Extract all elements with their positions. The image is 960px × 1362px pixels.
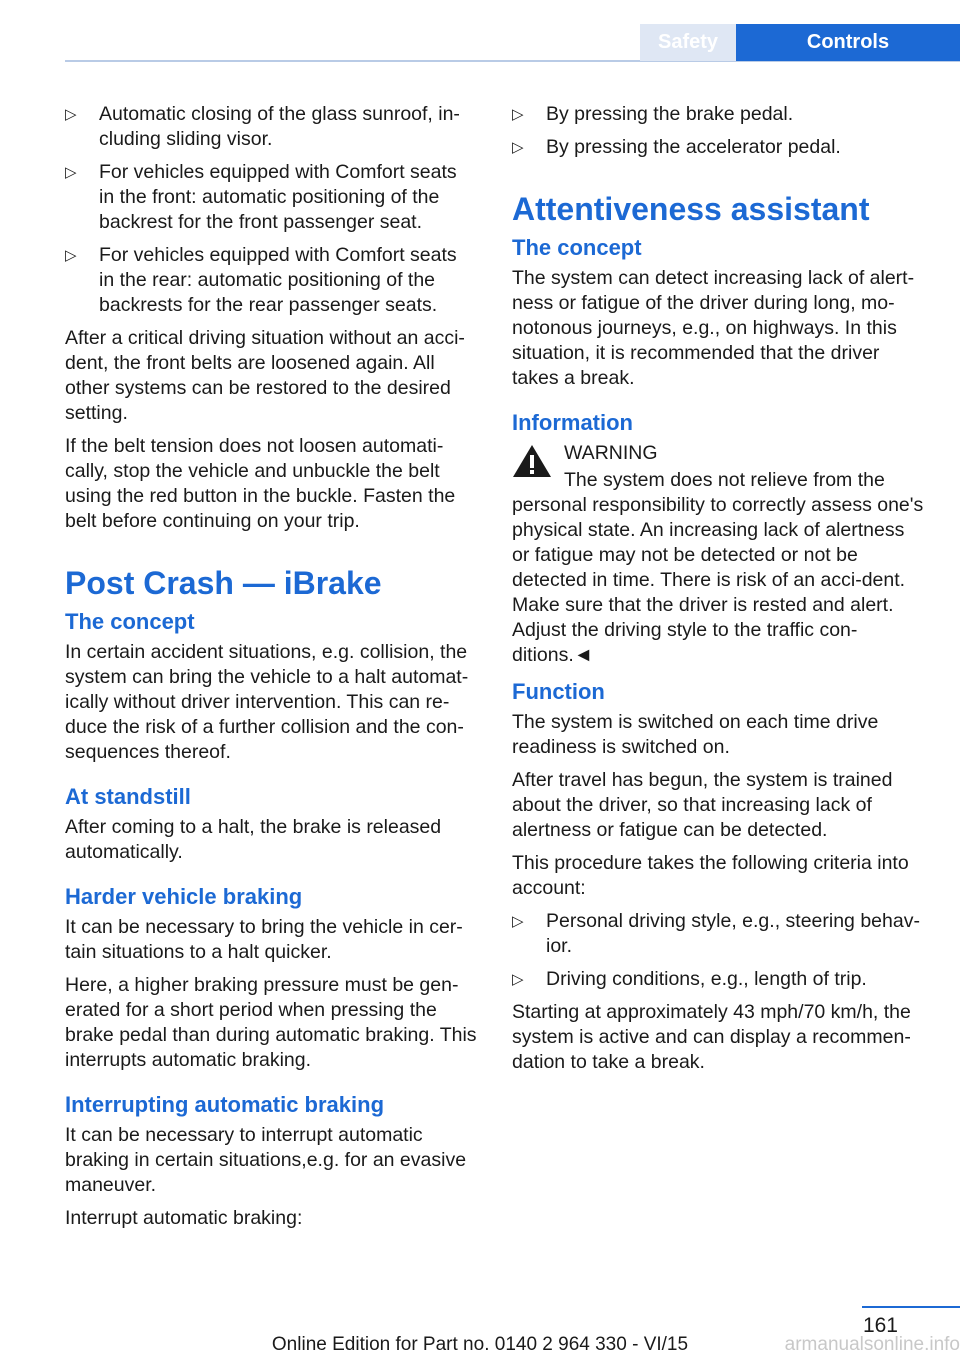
paragraph: It can be necessary to interrupt automatic braking in certain situations,e.g. for an evasive maneuver.	[65, 1124, 467, 1196]
subheading: Interrupting automatic braking	[65, 1092, 385, 1117]
paragraph: After travel has begun, the system is trained about the driver, so that increasing lack of alertness or fatigue can be detected.	[512, 769, 893, 841]
section-title: Attentiveness assistant	[512, 191, 870, 227]
triangle-bullet-icon: ▷	[512, 106, 524, 123]
warning-text: The system does not relieve from the personal responsibility to correctly assess one's physical state. An increasing lack of alertness or fatigue may not be detected or not be detected in time. There is risk of an acci-dent. Make sure that the driver is rested and alert. Adjust the driving style to the traffic con-ditions.◄	[512, 469, 924, 666]
paragraph: After a critical driving situation without an acci-dent, the front belts are loosened again. All other systems can be restored to the desired setting.	[65, 327, 465, 424]
list-item: ▷ For vehicles equipped with Comfort seats in the front: automatic positioning of the backrest for the front passenger seat.	[65, 161, 457, 233]
warning-box	[512, 441, 924, 668]
paragraph: This procedure takes the following criteria into account:	[512, 852, 909, 899]
left-column	[65, 102, 477, 1239]
triangle-bullet-icon: ▷	[65, 164, 77, 181]
section-title: Post Crash — iBrake	[65, 565, 382, 601]
list-item: ▷ For vehicles equipped with Comfort seats in the rear: automatic positioning of the backrests for the rear passenger seats.	[65, 244, 457, 316]
page-number: 161	[862, 1314, 898, 1337]
subheading: Harder vehicle braking	[65, 884, 303, 909]
list-item: ▷ Personal driving style, e.g., steering behav-ior.	[512, 910, 920, 957]
tab-safety[interactable]: Safety	[640, 24, 736, 61]
tab-controls[interactable]: Controls	[736, 24, 960, 61]
warning-triangle-icon	[512, 443, 552, 479]
paragraph: After coming to a halt, the brake is released automatically.	[65, 816, 442, 863]
paragraph: Starting at approximately 43 mph/70 km/h, the system is active and can display a recommen-dation to take a break.	[512, 1001, 911, 1073]
subheading: Function	[512, 679, 605, 704]
subheading: At standstill	[65, 784, 191, 809]
triangle-bullet-icon: ▷	[512, 971, 524, 988]
paragraph: Here, a higher braking pressure must be gen-erated for a short period when pressing the brake pedal than during automatic braking. This interrupts automatic braking.	[65, 974, 477, 1071]
subheading: The concept	[65, 609, 195, 634]
footer-rule	[862, 1306, 960, 1308]
edition-footer: Online Edition for Part no. 0140 2 964 330 - VI/15	[271, 1334, 689, 1355]
paragraph: The system can detect increasing lack of alert-ness or fatigue of the driver during long, mo-notonous journeys, e.g., on highways. In this situation, it is recommended that the driver takes a break.	[512, 267, 915, 389]
paragraph: It can be necessary to bring the vehicle in cer-tain situations to a halt quicker.	[65, 916, 463, 963]
list-item: ▷ By pressing the brake pedal.	[512, 103, 794, 125]
list-item: ▷ By pressing the accelerator pedal.	[512, 136, 841, 158]
triangle-bullet-icon: ▷	[512, 139, 524, 156]
triangle-bullet-icon: ▷	[512, 913, 524, 930]
warning-label: WARNING	[564, 442, 658, 464]
list-item: ▷ Driving conditions, e.g., length of trip.	[512, 968, 867, 990]
subheading: The concept	[512, 235, 642, 260]
paragraph: If the belt tension does not loosen automati-cally, stop the vehicle and unbuckle the belt using the red button in the buckle. Fasten the belt before continuing on your trip.	[65, 435, 456, 532]
paragraph: Interrupt automatic braking:	[65, 1207, 303, 1229]
list-item: ▷ Automatic closing of the glass sunroof, in-cluding sliding visor.	[65, 103, 460, 150]
right-column	[512, 102, 924, 1083]
watermark: armanualsonline.info	[784, 1334, 960, 1355]
subheading: Information	[512, 410, 633, 435]
triangle-bullet-icon: ▷	[65, 106, 77, 123]
paragraph: The system is switched on each time drive readiness is switched on.	[512, 711, 879, 758]
triangle-bullet-icon: ▷	[65, 247, 77, 264]
paragraph: In certain accident situations, e.g. collision, the system can bring the vehicle to a halt automat-ically without driver intervention. This can re-duce the risk of a further collision and the con-sequences thereof.	[65, 641, 469, 763]
